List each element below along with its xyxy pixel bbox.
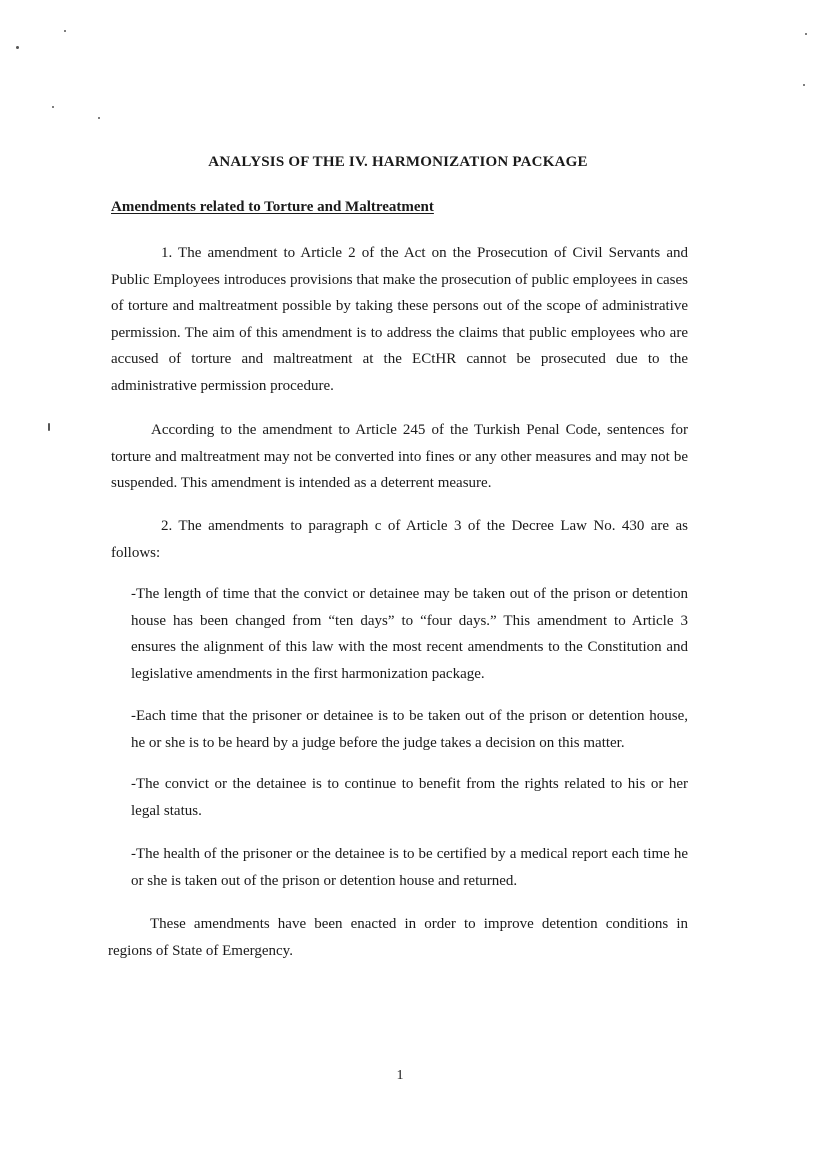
scan-speck <box>64 30 66 32</box>
scan-speck <box>48 423 50 431</box>
paragraph-conclusion: These amendments have been enacted in order to improve detention conditions in regions of State of Emergency. <box>108 916 688 959</box>
scan-speck <box>805 33 807 35</box>
section-heading: Amendments related to Torture and Maltreatment <box>111 199 434 215</box>
list-item: -Each time that the prisoner or detainee is to be taken out of the prison or detention house, he or she is to be heard by a judge before the judge takes a decision on this matter. <box>131 708 688 751</box>
scan-speck <box>16 46 19 49</box>
scan-speck <box>98 117 100 119</box>
list-item: -The length of time that the convict or detainee may be taken out of the prison or detention house has been changed from “ten days” to “four days.” This amendment to Article 3 ensures the alignment of this law with the most recent amendments to the Constitution and legislative amendments in the first harmonization package. <box>131 586 688 682</box>
paragraph-decree-law: 2. The amendments to paragraph c of Article 3 of the Decree Law No. 430 are as follows: <box>111 518 688 561</box>
scan-speck <box>803 84 805 86</box>
paragraph-article-245: According to the amendment to Article 245 of the Turkish Penal Code, sentences for torture and maltreatment may not be converted into fines or any other measures and may not be suspended. This amendment is intended as a deterrent measure. <box>111 422 688 492</box>
paragraph-article-2: 1. The amendment to Article 2 of the Act on the Prosecution of Civil Servants and Public Employees introduces provisions that make the prosecution of public employees in cases of torture and maltreatment possible by taking these persons out of the scope of administrative permission. The aim of this amendment is to address the claims that public employees who are accused of torture and maltreatment at the ECtHR cannot be prosecuted due to the administrative permission procedure. <box>111 245 688 394</box>
document-title: ANALYSIS OF THE IV. HARMONIZATION PACKAGE <box>208 154 588 170</box>
scan-speck <box>52 106 54 108</box>
list-item: -The convict or the detainee is to continue to benefit from the rights related to his or her legal status. <box>131 776 688 819</box>
page-number: 1 <box>396 1068 404 1083</box>
list-item: -The health of the prisoner or the detainee is to be certified by a medical report each time he or she is taken out of the prison or detention house and returned. <box>131 846 688 889</box>
